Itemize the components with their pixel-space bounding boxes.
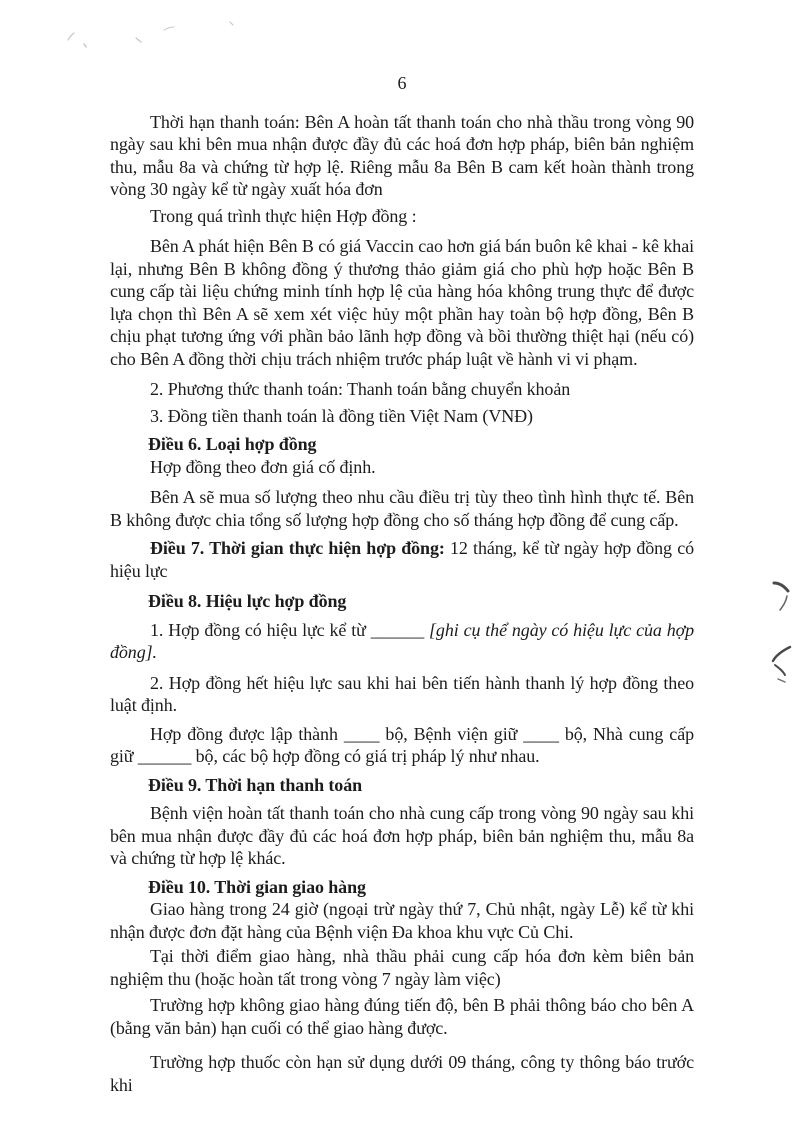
paragraph-copies: Hợp đồng được lập thành ____ bộ, Bệnh viện giữ ____ bộ, Nhà cung cấp giữ ______ bộ, các bộ hợp đồng có giá trị pháp lý như nhau. (110, 723, 694, 766)
paragraph-effective-date-note: [ghi cụ thể ngày có hiệu lực của hợp đồng]. (110, 619, 694, 662)
heading-article-8: Điều 8. Hiệu lực hợp đồng (148, 591, 347, 611)
pen-mark-lower (766, 644, 794, 686)
paragraph-during-contract: Trong quá trình thực hiện Hợp đồng : (150, 205, 417, 226)
paragraph-hospital-payment: Bệnh viện hoàn tất thanh toán cho nhà cung cấp trong vòng 90 ngày sau khi bên mua nhận được đầy đủ các hoá đơn hợp pháp, biên bản nghiệm thu, mẫu 8a và chứng từ hợp lệ khác. (110, 803, 694, 868)
paragraph-article-7-text: 12 tháng, kể từ ngày hợp đồng có hiệu lực (110, 538, 694, 581)
paragraph-effective-date-text: 1. Hợp đồng có hiệu lực kể từ ______ (150, 619, 430, 640)
heading-article-6: Điều 6. Loại hợp đồng (148, 434, 317, 454)
list-item-currency: 3. Đồng tiền thanh toán là đồng tiền Việt Nam (VNĐ) (150, 405, 533, 426)
heading-article-9: Điều 9. Thời hạn thanh toán (148, 774, 363, 795)
heading-article-10: Điều 10. Thời gian giao hàng (148, 876, 366, 897)
page-number: 6 (397, 73, 407, 93)
pencil-smudge-marks (18, 14, 258, 58)
paragraph-expiry: 2. Hợp đồng hết hiệu lực sau khi hai bên tiến hành thanh lý hợp đồng theo luật định. (110, 672, 694, 715)
list-item-payment-method: 2. Phương thức thanh toán: Thanh toán bằng chuyển khoản (150, 379, 571, 399)
paragraph-quantity-demand: Bên A sẽ mua số lượng theo nhu cầu điều trị tùy theo tình hình thực tế. Bên B không được chia tổng số lượng hợp đồng cho số tháng hợp đồng để cung cấp. (110, 487, 694, 530)
paragraph-delivery-invoice: Tại thời điểm giao hàng, nhà thầu phải cung cấp hóa đơn kèm biên bản nghiệm thu (hoặc hoàn tất trong vòng 7 ngày làm việc) (110, 946, 694, 989)
paragraph-payment-term: Thời hạn thanh toán: Bên A hoàn tất thanh toán cho nhà thầu trong vòng 90 ngày sau khi bên mua nhận được đầy đủ các hoá đơn hợp pháp, biên bản nghiệm thu, mẫu 8a và chứng từ hợp lệ. Riêng mẫu 8a Bên B cam kết hoàn thành trong vòng 30 ngày kể từ ngày xuất hóa đơn (110, 111, 694, 199)
heading-article-7: Điều 7. Thời gian thực hiện hợp đồng: (150, 538, 445, 558)
paragraph-delivery-time: Giao hàng trong 24 giờ (ngoại trừ ngày thứ 7, Chủ nhật, ngày Lễ) kể từ khi nhận được đơn đặt hàng của Bệnh viện Đa khoa khu vực Củ Chi. (110, 899, 694, 942)
paragraph-contract-type: Hợp đồng theo đơn giá cố định. (150, 456, 376, 477)
paragraph-late-delivery: Trường hợp không giao hàng đúng tiến độ, bên B phải thông báo cho bên A (bằng văn bản) hạn cuối có thể giao hàng được. (110, 995, 694, 1038)
document-body (110, 72, 694, 1096)
paragraph-article-7 (110, 537, 694, 582)
paragraph-price-violation: Bên A phát hiện Bên B có giá Vaccin cao hơn giá bán buôn kê khai - kê khai lại, nhưng Bên B không đồng ý thương thảo giảm giá cho phù hợp hoặc Bên B cung cấp tài liệu chứng minh tính hợp lệ của hàng hóa không trung thực để được lựa chọn thì Bên A sẽ xem xét việc hủy một phần hay toàn bộ hợp đồng, Bên B chịu phạt tương ứng với phần bảo lãnh hợp đồng và bồi thường thiệt hại (nếu có) cho Bên A đồng thời chịu trách nhiệm trước pháp luật về hành vi vi phạm. (110, 236, 694, 369)
paragraph-effective-date (110, 619, 694, 664)
paragraph-short-expiry-drug: Trường hợp thuốc còn hạn sử dụng dưới 09 tháng, công ty thông báo trước khi (110, 1052, 694, 1095)
pen-mark-upper (770, 578, 794, 618)
